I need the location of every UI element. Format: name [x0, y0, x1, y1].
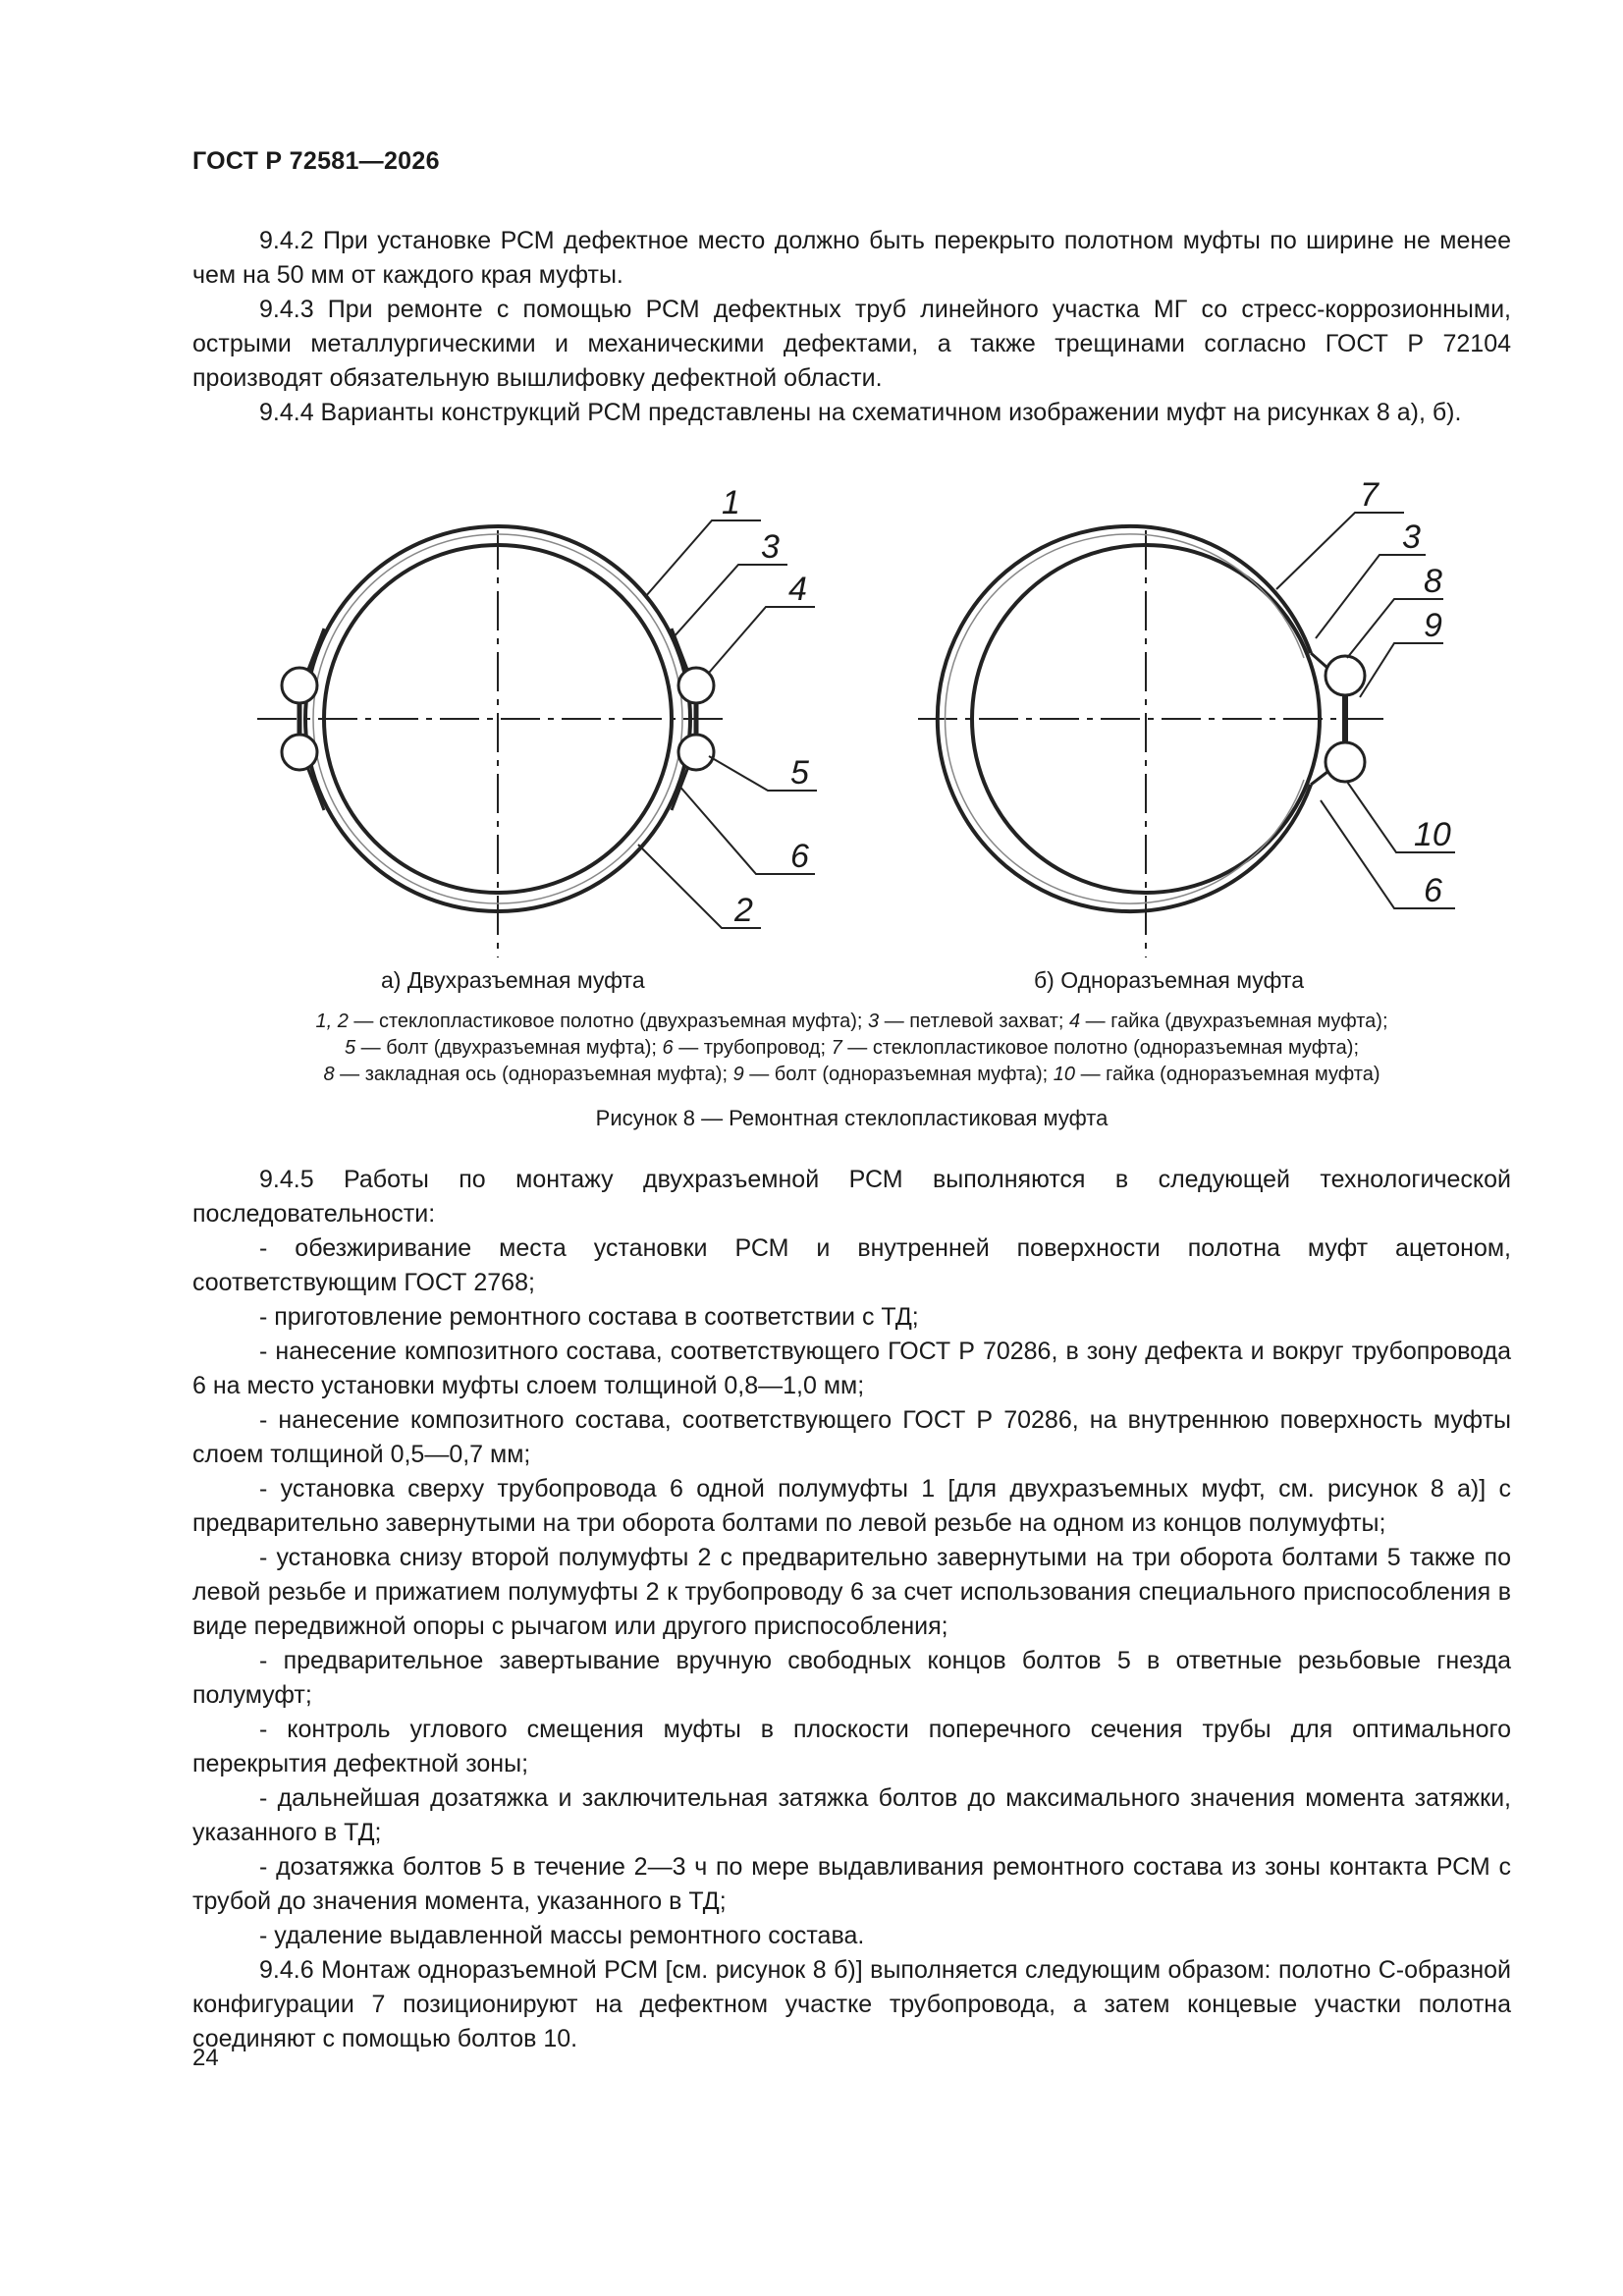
callout-b-8: 8: [1424, 563, 1442, 600]
figure-8: [0, 471, 1623, 982]
callout-a-5: 5: [790, 754, 809, 792]
figure-legend: [192, 1009, 1511, 1088]
callout-b-10: 10: [1414, 816, 1451, 853]
callout-b-9: 9: [1424, 607, 1442, 644]
legend-text: — болт (одноразъемная муфта);: [743, 1064, 1054, 1085]
legend-text: — гайка (одноразъемная муфта): [1075, 1064, 1380, 1085]
list-item: - приготовление ремонтного состава в соответствии с ТД;: [259, 1303, 919, 1331]
list-item: - обезжиривание места установки РСМ и внутренней поверхности полотна муфт ацетоном, соответствующим ГОСТ 2768;: [192, 1234, 1511, 1296]
list-item: - предварительное завертывание вручную свободных концов болтов 5 в ответные резьбовые гнезда полумуфт;: [192, 1647, 1511, 1709]
callout-a-6: 6: [790, 838, 809, 875]
document-header: ГОСТ Р 72581—2026: [192, 147, 440, 175]
legend-number: 1, 2: [315, 1011, 349, 1032]
caption-b: б) Одноразъемная муфта: [1034, 967, 1305, 993]
callout-b-7: 7: [1360, 476, 1379, 514]
legend-number: 9: [732, 1064, 744, 1085]
lower-bolt-b: [1325, 742, 1365, 782]
callout-a-2: 2: [734, 892, 753, 929]
paragraph-9-4-4: 9.4.4 Варианты конструкций РСМ представлены на схематичном изображении муфт на рисунках 8 а), б).: [259, 399, 1462, 426]
loop-bottom: [1311, 772, 1327, 785]
leader-7: [1276, 513, 1404, 589]
leader-9: [1360, 643, 1443, 697]
coupling-b-drawing: [918, 513, 1455, 957]
list-item: - установка снизу второй полумуфты 2 с предварительно завернутыми на три оборота болтами 5 также по левой резьбе и прижатием полумуфты 2 к трубопроводу 6 за счет использования специального приспособления в виде передвижной опоры с рычагом или другого приспособления;: [192, 1544, 1511, 1640]
legend-text: — гайка (двухразъемная муфта);: [1080, 1011, 1388, 1032]
top-text-block: [192, 224, 1511, 430]
left-upper-nut: [282, 668, 317, 703]
figure-title: Рисунок 8 — Ремонтная стеклопластиковая муфта: [595, 1106, 1109, 1130]
paragraph-9-4-6: 9.4.6 Монтаж одноразъемной РСМ [см. рисунок 8 б)] выполняется следующим образом: полотно С-образной конфигурации 7 позиционируют на дефектном участке трубопровода, а затем концевые участки полотна соединяют с помощью болтов 10.: [192, 1956, 1511, 2052]
caption-a: а) Двухразъемная муфта: [381, 967, 645, 993]
list-item: - нанесение композитного состава, соответствующего ГОСТ Р 70286, в зону дефекта и вокруг трубопровода 6 на место установки муфты слоем толщиной 0,8—1,0 мм;: [192, 1338, 1511, 1399]
list-item: - дозатяжка болтов 5 в течение 2—3 ч по мере выдавливания ремонтного состава из зоны контакта РСМ с трубой до значения момента, указанного в ТД;: [192, 1853, 1511, 1915]
right-upper-nut: [678, 668, 714, 703]
leader-3: [673, 565, 787, 638]
legend-number: 10: [1053, 1064, 1076, 1085]
list-item: - дальнейшая дозатяжка и заключительная затяжка болтов до максимального значения момента затяжки, указанного в ТД;: [192, 1784, 1511, 1846]
legend-number: 8: [323, 1064, 335, 1085]
left-lower-nut: [282, 735, 317, 770]
legend-number: 6: [662, 1037, 674, 1059]
bottom-text-block: [192, 1163, 1511, 2056]
paragraph-9-4-3: 9.4.3 При ремонте с помощью РСМ дефектных труб линейного участка МГ со стресс-коррозионными, острыми металлургическими и механическими дефектами, а также трещинами согласно ГОСТ Р 72104 производят обязательную вышлифовку дефектной области.: [192, 296, 1511, 392]
legend-text: — закладная ось (одноразъемная муфта);: [334, 1064, 733, 1085]
coupling-drawing: [0, 471, 1623, 982]
right-lower-nut: [678, 735, 714, 770]
callout-a-3: 3: [761, 528, 780, 566]
paragraph-9-4-2: 9.4.2 При установке РСМ дефектное место должно быть перекрыто полотном муфты по ширине не менее чем на 50 мм от каждого края муфты.: [192, 227, 1511, 289]
leader-1: [645, 520, 761, 597]
legend-number: 5: [344, 1037, 356, 1059]
legend-number: 3: [868, 1011, 880, 1032]
list-item: - контроль углового смещения муфты в плоскости поперечного сечения трубы для оптимального перекрытия дефектной зоны;: [192, 1716, 1511, 1777]
list-item: - установка сверху трубопровода 6 одной полумуфты 1 [для двухразъемных муфт, см. рисунок 8 а)] с предварительно завернутыми на три оборота болтами по левой резьбе на одном из концов полумуфты;: [192, 1475, 1511, 1537]
callout-a-1: 1: [722, 484, 740, 521]
legend-line-2: [192, 1035, 1511, 1062]
leader-3-b: [1316, 555, 1426, 638]
legend-text: — трубопровод;: [673, 1037, 832, 1059]
legend-number: 4: [1069, 1011, 1081, 1032]
leader-4: [709, 607, 815, 673]
legend-text: — стеклопластиковое полотно (двухразъемная муфта);: [348, 1011, 869, 1032]
callout-b-6: 6: [1424, 872, 1442, 909]
legend-text: — стеклопластиковое полотно (одноразъемная муфта);: [841, 1037, 1360, 1059]
coupling-a-drawing: [257, 520, 817, 957]
upper-bolt-b: [1325, 656, 1365, 695]
paragraph-9-4-5: 9.4.5 Работы по монтажу двухразъемной РСМ выполняются в следующей технологической последовательности:: [192, 1166, 1511, 1228]
legend-line-1: [192, 1009, 1511, 1035]
legend-number: 7: [831, 1037, 842, 1059]
legend-line-3: [192, 1062, 1511, 1088]
legend-text: — петлевой захват;: [879, 1011, 1069, 1032]
callout-a-4: 4: [788, 571, 807, 608]
page-number: 24: [192, 2045, 219, 2071]
list-item: - нанесение композитного состава, соответствующего ГОСТ Р 70286, на внутреннюю поверхность муфты слоем толщиной 0,5—0,7 мм;: [192, 1406, 1511, 1468]
callout-b-3: 3: [1402, 519, 1421, 556]
legend-text: — болт (двухразъемная муфта);: [355, 1037, 663, 1059]
list-item: - удаление выдавленной массы ремонтного состава.: [259, 1922, 865, 1949]
